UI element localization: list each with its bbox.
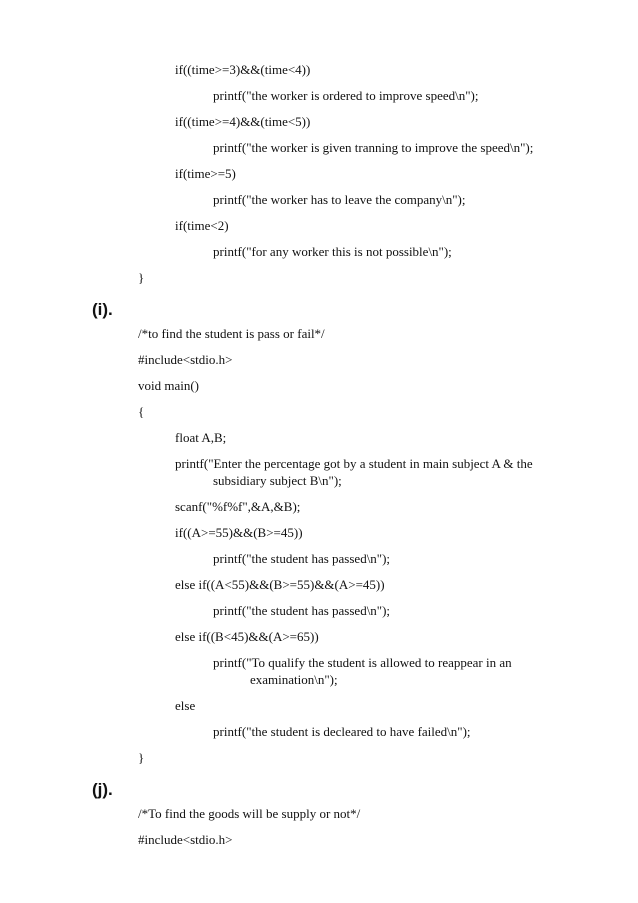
code-line: float A,B; bbox=[175, 430, 227, 445]
code-line: else if((B<45)&&(A>=65)) bbox=[175, 629, 319, 644]
code-line: printf("for any worker this is not possible\n"); bbox=[213, 244, 452, 259]
code-line: #include<stdio.h> bbox=[138, 352, 233, 367]
code-line: printf("the student has passed\n"); bbox=[213, 603, 391, 618]
code-line: printf("the worker is given tranning to improve the speed\n"); bbox=[213, 140, 534, 155]
code-line: scanf("%f%f",&A,&B); bbox=[175, 499, 301, 514]
code-line: else if((A<55)&&(B>=55)&&(A>=45)) bbox=[175, 577, 385, 592]
code-line: examination\n"); bbox=[250, 672, 338, 687]
code-line: if((A>=55)&&(B>=45)) bbox=[175, 525, 303, 540]
code-line: subsidiary subject B\n"); bbox=[213, 473, 342, 488]
code-comment: /*To find the goods will be supply or not*/ bbox=[138, 806, 361, 821]
code-line: } bbox=[138, 750, 145, 765]
code-line: { bbox=[138, 404, 145, 419]
code-line: } bbox=[138, 270, 145, 285]
code-line: printf("the worker is ordered to improve speed\n"); bbox=[213, 88, 479, 103]
code-line: if((time>=4)&&(time<5)) bbox=[175, 114, 311, 129]
section-heading-j: (j). bbox=[92, 780, 113, 799]
code-line: if(time>=5) bbox=[175, 166, 236, 181]
code-line: printf("Enter the percentage got by a student in main subject A & the bbox=[175, 456, 533, 471]
code-line: else bbox=[175, 698, 196, 713]
code-line: printf("To qualify the student is allowed to reappear in an bbox=[213, 655, 512, 670]
code-line: #include<stdio.h> bbox=[138, 832, 233, 847]
code-line: if((time>=3)&&(time<4)) bbox=[175, 62, 311, 77]
code-line: printf("the student is decleared to have failed\n"); bbox=[213, 724, 471, 739]
code-line: printf("the worker has to leave the company\n"); bbox=[213, 192, 466, 207]
section-heading-i: (i). bbox=[92, 300, 113, 319]
code-line: if(time<2) bbox=[175, 218, 229, 233]
code-line: void main() bbox=[138, 378, 200, 393]
code-comment: /*to find the student is pass or fail*/ bbox=[138, 326, 325, 341]
code-line: printf("the student has passed\n"); bbox=[213, 551, 391, 566]
